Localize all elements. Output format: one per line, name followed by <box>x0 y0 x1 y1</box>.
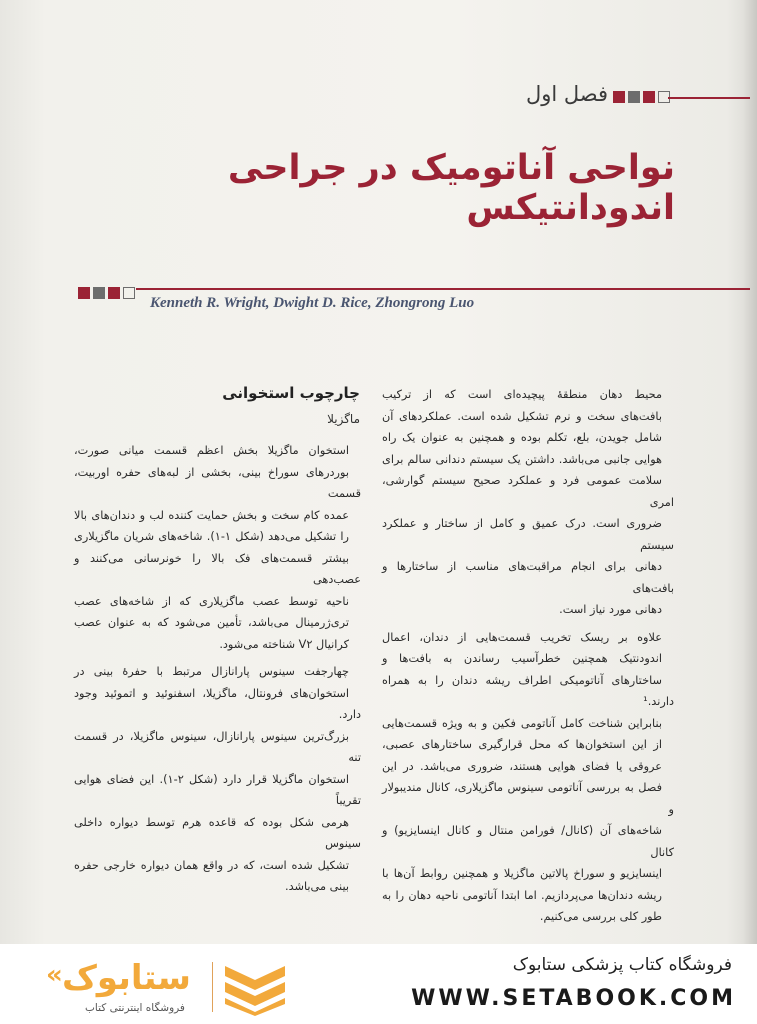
section-title: چارچوب استخوانی <box>222 384 360 402</box>
text-line: شامل جویدن، بلع، تکلم بوده و همچنین به عنوان یک راه <box>382 431 662 444</box>
text-line: شاخه‌های آن (کانال/ فورامن منتال و کانال اینسایزیو) و کانال <box>382 824 674 859</box>
authors-ornament <box>78 287 135 299</box>
text-line: بوردرهای سوراخ بینی، بخشی از لبه‌های حفره اوربیت، قسمت <box>74 465 361 500</box>
text-line: ضروری است. درک عمیق و کامل از ساختار و عملکرد سیستم <box>382 517 674 552</box>
text-line: بافت‌های سخت و نرم تشکیل شده است. عملکردهای آن <box>382 409 662 423</box>
text-line: از این استخوان‌ها که محل قرارگیری ساختارهای عصبی، <box>382 738 662 751</box>
store-logo[interactable]: ستابوک <box>62 958 191 998</box>
text-line: کرانیال V۲ شناخته می‌شود. <box>219 637 349 651</box>
text-line: ریشه دندان‌ها می‌پردازیم. اما ابتدا آناتومی ناحیه دهان را به <box>382 888 662 902</box>
text-line: هرمی شکل بوده که قاعده هرم توسط دیواره داخلی سینوس <box>74 815 361 850</box>
text-line: عمده کام سخت و بخش حمایت کننده لب و دندان‌های بالا <box>74 508 349 522</box>
paragraph <box>382 384 674 621</box>
page-edge-shadow <box>743 0 757 944</box>
text-line: بیشتر قسمت‌های فک بالا را خونرسانی می‌کنند و عصب‌دهی <box>74 551 361 586</box>
text-line: ساختارهای آناتومیکی اطراف ریشه دندان را به همراه دارند.¹ <box>382 673 674 708</box>
text-line: تری‌ژرمینال می‌باشد، تأمین می‌شود که به عنوان عصب <box>74 616 349 629</box>
chevron-logo-icon <box>220 962 290 1016</box>
logo-divider <box>212 962 213 1012</box>
text-line: فصل به بررسی آناتومی سینوس ماگزیلاری، کانال مندیبولار و <box>382 781 674 816</box>
right-column <box>382 384 674 934</box>
text-line: تشکیل شده است، که در واقع همان دیواره خارجی حفره <box>74 858 349 872</box>
store-name: فروشگاه کتاب پزشکی ستابوک <box>512 955 732 975</box>
text-line: سلامت عمومی فرد و عملکرد صحیح سیستم گوارشی، امری <box>382 474 674 509</box>
chapter-label: فصل اول <box>525 82 608 106</box>
text-line: محیط دهان منطقۀ پیچیده‌ای است که از ترکیب <box>382 388 662 401</box>
text-line: عروقی یا فضای هوایی هستند، ضروری می‌باشد. در این <box>382 759 662 773</box>
paragraph <box>74 440 361 655</box>
authors: Kenneth R. Wright, Dwight D. Rice, Zhongrong Luo <box>150 295 475 311</box>
text-line: دهانی برای انجام مراقبت‌های مناسب از ساختارها و بافت‌های <box>382 560 674 595</box>
text-line: دهانی مورد نیاز است. <box>559 603 662 616</box>
chapter-rule <box>668 97 750 99</box>
text-line: بینی می‌باشد. <box>284 880 349 893</box>
text-line: اینسایزیو و سوراخ پالاتین ماگزیلا و همچنین روابط آن‌ها با <box>382 867 662 880</box>
paragraph <box>74 661 361 898</box>
paragraph <box>382 627 674 928</box>
chapter-title: نواحی آناتومیک در جراحی اندودانتیکس <box>227 148 675 228</box>
text-line: بزرگ‌ترین سینوس پارانازال، سینوس ماگزیلا، در قسمت تنه <box>74 729 361 764</box>
logo-arrows-icon: « <box>46 960 63 990</box>
text-line: هوایی جانبی می‌باشد. داشتن یک سیستم دندانی سالم برای <box>382 452 662 466</box>
subsection-title: ماگزیلا <box>327 412 360 426</box>
store-url-link[interactable]: WWW.SETABOOK.COM <box>411 986 736 1011</box>
text-line: را تشکیل می‌دهد (شکل ۱-۱). شاخه‌های شریان ماگزیلاری <box>74 530 350 543</box>
left-column <box>74 440 361 904</box>
chapter-ornament <box>613 91 670 103</box>
text-line: استخوان‌های فرونتال، ماگزیلا، اسفنوئید و اتموئید وجود دارد. <box>74 686 361 721</box>
text-line: طور کلی بررسی می‌کنیم. <box>539 910 662 923</box>
text-line: استخوان ماگزیلا بخش اعظم قسمت میانی صورت، <box>74 444 349 457</box>
text-line: اندودنتیک همچنین خطرآسیب رساندن به بافت‌ها و <box>382 652 662 665</box>
text-line: بنابراین شناخت کامل آناتومی فکین و به ویژه قسمت‌هایی <box>382 716 662 730</box>
text-line: چهارجفت سینوس پارانازال مرتبط با حفرهٔ بینی در <box>74 665 349 678</box>
text-line: ناحیه توسط عصب ماگزیلاری که از شاخه‌های عصب <box>74 594 349 608</box>
text-line: استخوان ماگزیلا قرار دارد (شکل ۲-۱). این فضای هوایی تقریباً <box>74 772 361 807</box>
authors-rule <box>136 288 750 290</box>
logo-tagline: فروشگاه اینترنتی کتاب <box>85 1002 185 1014</box>
text-line: علاوه بر ریسک تخریب قسمت‌هایی از دندان، اعمال <box>382 630 662 644</box>
